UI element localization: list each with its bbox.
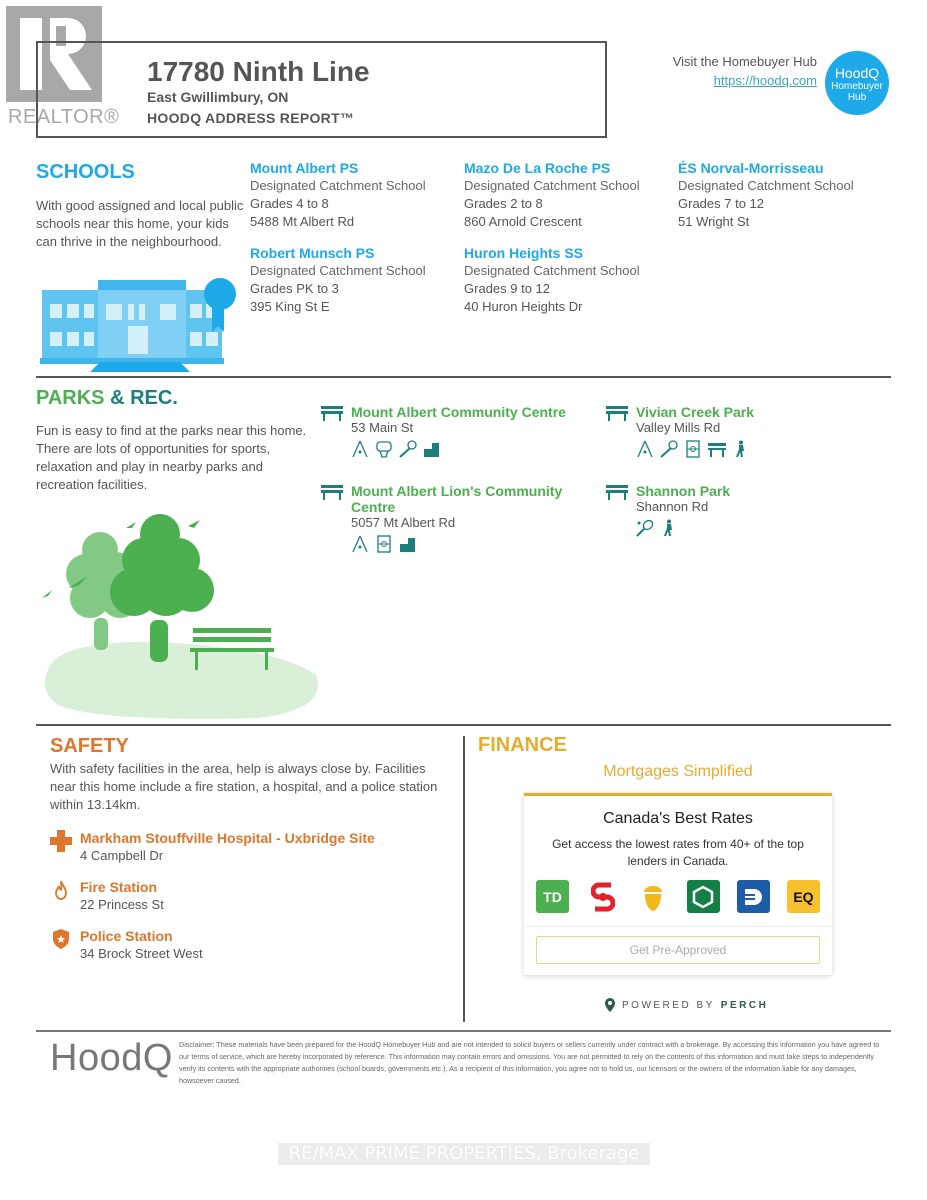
school-item — [250, 159, 426, 231]
school-grades: Grades 9 to 12 — [464, 281, 550, 296]
playground-icon — [351, 440, 369, 458]
park-name[interactable]: Mount Albert Community Centre — [351, 404, 566, 420]
hoodq-logo: HoodQ — [50, 1037, 173, 1079]
parks-heading — [36, 387, 178, 410]
park-amenities — [351, 535, 591, 553]
safety-description: With safety facilities in the area, help is always close by. Facilities near this home include a fire station, a hospital, and a police station within 13.14km. — [50, 761, 438, 812]
lender-logos — [536, 880, 820, 913]
park-item — [636, 404, 876, 458]
park-bench-icon — [321, 405, 343, 421]
realtor-text: REALTOR® — [8, 106, 120, 128]
park-name[interactable]: Vivian Creek Park — [636, 404, 755, 420]
parks-description: Fun is easy to find at the parks near this home. There are lots of opportunities for sports, relaxation and play in nearby parks and recreation facilities. — [36, 423, 307, 492]
hub-badge-line1: HoodQ — [834, 65, 880, 81]
school-name[interactable]: ÉS Norval-Morrisseau — [678, 160, 824, 176]
address-title: 17780 Ninth Line — [147, 56, 370, 87]
school-building-illustration — [40, 276, 245, 372]
park-address: 53 Main St — [351, 420, 414, 435]
park-amenities — [636, 519, 876, 537]
address-city: East Gwillimbury, ON — [147, 89, 289, 105]
trail-hiker-icon — [732, 440, 750, 458]
safety-name[interactable]: Fire Station — [80, 879, 158, 895]
eq-bank-logo: EQ — [787, 880, 820, 913]
safety-address: 4 Campbell Dr — [80, 848, 164, 863]
school-grades: Grades 7 to 12 — [678, 196, 764, 211]
card-description: Get access the lowest rates from 40+ of the top lenders in Canada. — [552, 837, 804, 868]
card-title: Canada's Best Rates — [603, 810, 753, 827]
school-item — [464, 244, 640, 316]
hospital-cross-icon — [50, 830, 72, 852]
powered-by-text: POWERED BY — [622, 999, 715, 1011]
mortgages-simplified-title: Mortgages Simplified — [603, 763, 753, 780]
park-address: Shannon Rd — [636, 499, 709, 514]
section-divider — [36, 724, 891, 726]
finance-heading: FINANCE — [478, 734, 567, 756]
school-address: 51 Wright St — [678, 214, 750, 229]
vertical-divider — [463, 736, 465, 1022]
park-illustration — [38, 510, 323, 720]
report-title: HOODQ ADDRESS REPORT™ — [147, 110, 355, 126]
flame-icon — [50, 879, 72, 901]
park-bench-icon — [321, 484, 343, 500]
best-rates-card — [524, 793, 832, 975]
safety-name[interactable]: Markham Stouffville Hospital - Uxbridge Site — [80, 830, 375, 846]
hoodq-hub-badge[interactable] — [825, 51, 889, 115]
school-item — [678, 159, 854, 231]
park-item — [351, 483, 591, 553]
hub-visit-text: Visit the Homebuyer Hub — [672, 54, 817, 69]
school-type: Designated Catchment School — [464, 178, 640, 193]
footer-divider — [36, 1030, 891, 1032]
hub-link[interactable]: https://hoodq.com — [713, 73, 817, 88]
tennis-icon — [636, 519, 654, 537]
school-address: 395 King St E — [250, 299, 330, 314]
park-address: Valley Mills Rd — [636, 420, 721, 435]
disclaimer-text: Disclaimer: These materials have been prepared for the HoodQ Homebuyer Hub and are not intended to solicit buyers or sellers currently under contract with a brokerage. By accessing this information you have agreed to our terms of service, which are hereby incorporated by reference. This information may contain errors and omissions. You are not permitted to rely on the contents of this information and must take steps to independently verify its contents with the appropriate authorities (school boards, governments etc.). As a recipient of this information, you agree not to hold us, our licensors or the owners of the information liable for any damages, howsoever caused. — [179, 1040, 880, 1085]
playground-icon — [636, 440, 654, 458]
card-separator — [524, 926, 832, 927]
park-name[interactable]: Shannon Park — [636, 483, 731, 499]
safety-address: 34 Brock Street West — [80, 946, 203, 961]
park-address: 5057 Mt Albert Rd — [351, 515, 456, 530]
safety-name[interactable]: Police Station — [80, 928, 173, 944]
soccer-field-icon — [375, 535, 393, 553]
desjardins-acorn-logo — [636, 880, 669, 913]
get-pre-approved-button[interactable]: Get Pre-Approved — [536, 936, 820, 964]
school-grades: Grades 4 to 8 — [250, 196, 329, 211]
school-type: Designated Catchment School — [250, 178, 426, 193]
park-bench-icon — [606, 484, 628, 500]
police-shield-icon — [50, 928, 72, 950]
perch-pin-icon — [604, 998, 616, 1012]
community-centre-icon — [423, 440, 441, 458]
safety-item — [80, 879, 164, 913]
park-name[interactable]: Mount Albert Lion's Community Centre — [351, 483, 563, 515]
school-type: Designated Catchment School — [250, 263, 426, 278]
hexagon-lender-logo — [687, 880, 720, 913]
perch-brand: PERCH — [720, 999, 769, 1011]
park-bench-icon — [606, 405, 628, 421]
park-amenities — [351, 440, 591, 458]
school-type: Designated Catchment School — [678, 178, 854, 193]
brokerage-watermark: RE/MAX PRIME PROPERTIES, Brokerage — [278, 1143, 650, 1165]
school-name[interactable]: Mazo De La Roche PS — [464, 160, 611, 176]
school-name[interactable]: Mount Albert PS — [250, 160, 359, 176]
park-amenities — [636, 440, 876, 458]
parks-heading-part2: & REC. — [110, 387, 178, 409]
school-type: Designated Catchment School — [464, 263, 640, 278]
schools-heading: SCHOOLS — [36, 161, 135, 183]
school-item — [250, 244, 426, 316]
powered-by-perch — [604, 998, 768, 1012]
safety-address: 22 Princess St — [80, 897, 164, 912]
school-grades: Grades PK to 3 — [250, 281, 339, 296]
homebuyer-hub-promo — [673, 52, 817, 90]
td-bank-logo: TD — [536, 880, 569, 913]
picnic-bench-icon — [708, 440, 726, 458]
school-address: 860 Arnold Crescent — [464, 214, 582, 229]
school-item — [464, 159, 640, 231]
scotiabank-logo — [586, 880, 619, 913]
hub-badge-line2: Homebuyer — [831, 81, 883, 92]
school-grades: Grades 2 to 8 — [464, 196, 543, 211]
parks-heading-part1: PARKS — [36, 387, 105, 409]
d-lender-logo — [737, 880, 770, 913]
safety-item — [80, 928, 203, 962]
park-item — [636, 483, 876, 537]
baseball-icon — [399, 440, 417, 458]
school-address: 5488 Mt Albert Rd — [250, 214, 355, 229]
park-item — [351, 404, 591, 458]
safety-item — [80, 830, 375, 864]
trail-hiker-icon — [660, 519, 678, 537]
school-name[interactable]: Robert Munsch PS — [250, 245, 375, 261]
soccer-field-icon — [684, 440, 702, 458]
hub-badge-line3: Hub — [847, 92, 867, 103]
baseball-icon — [660, 440, 678, 458]
playground-icon — [351, 535, 369, 553]
safety-heading: SAFETY — [50, 735, 129, 757]
schools-description: With good assigned and local public schools near this home, your kids can thrive in the neighbourhood. — [36, 198, 244, 249]
section-divider — [36, 376, 891, 378]
school-name[interactable]: Huron Heights SS — [464, 245, 584, 261]
community-centre-icon — [399, 535, 417, 553]
basketball-icon — [375, 440, 393, 458]
school-address: 40 Huron Heights Dr — [464, 299, 583, 314]
